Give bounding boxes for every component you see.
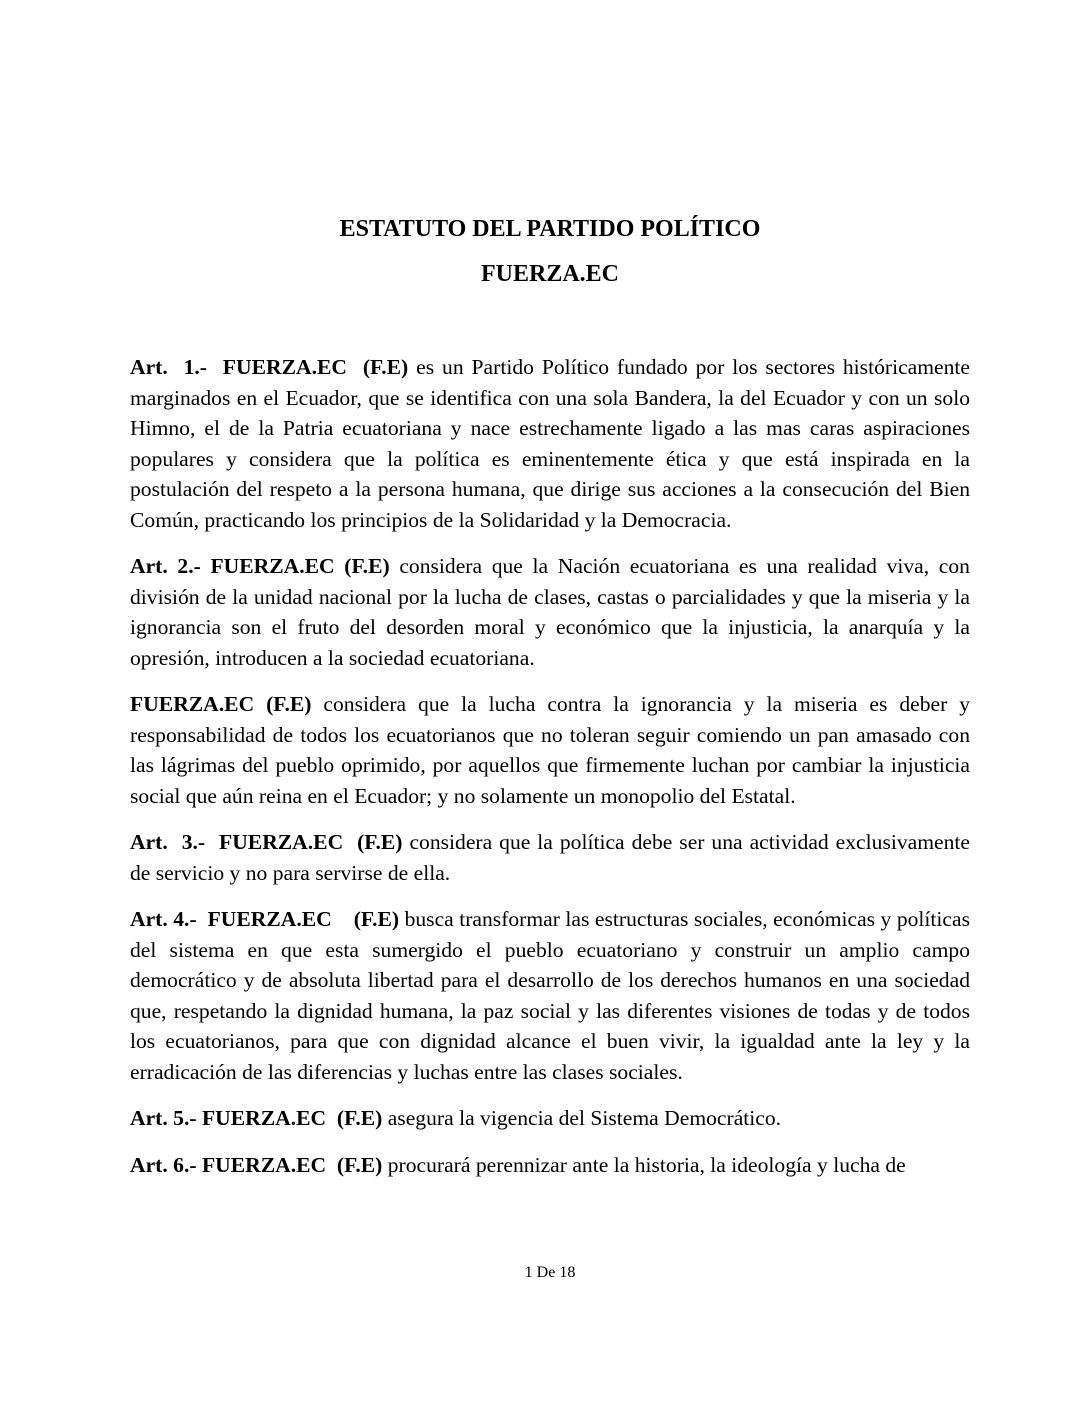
article-5 [130, 1103, 970, 1134]
article-3-lead: Art. 3.- FUERZA.EC (F.E) [130, 830, 403, 854]
article-1 [130, 352, 970, 535]
article-2 [130, 551, 970, 673]
article-2-continuation-lead: FUERZA.EC (F.E) [130, 692, 312, 716]
article-4-lead: Art. 4.- FUERZA.EC (F.E) [130, 907, 400, 931]
party-name-heading: FUERZA.EC [480, 261, 619, 287]
article-6-text: procurará perennizar ante la historia, la ideología y lucha de [382, 1152, 906, 1177]
article-6 [130, 1150, 970, 1181]
article-5-text: asegura la vigencia del Sistema Democrático. [382, 1106, 782, 1130]
article-2-lead: Art. 2.- FUERZA.EC (F.E) [130, 554, 390, 578]
article-5-lead: Art. 5.- FUERZA.EC (F.E) [130, 1106, 383, 1130]
document-title: ESTATUTO DEL PARTIDO POLÍTICO [339, 216, 761, 242]
article-2-continuation [130, 689, 970, 811]
article-3 [130, 827, 970, 888]
page-number: 1 De 18 [524, 1264, 576, 1281]
article-4-text: busca transformar las estructuras sociales, económicas y políticas del sistema en que esta sumergido el pueblo ecuatoriano y construir un amplio campo democrático y de absoluta libertad para el desarrollo de los derechos humanos en una sociedad que, respetando la dignidad humana, la paz social y las diferentes visiones de todas y de todos los ecuatorianos, para que con dignidad alcance el buen vivir, la igualdad ante la ley y la erradicación de las diferencias y luchas entre las clases sociales. [130, 907, 970, 1084]
article-6-lead: Art. 6.- FUERZA.EC (F.E) [130, 1152, 383, 1177]
article-3-text: considera que la política debe ser una actividad exclusivamente de servicio y no para servirse de ella. [130, 830, 970, 885]
document-body [130, 352, 970, 1196]
article-1-lead: Art. 1.- FUERZA.EC (F.E) [130, 355, 409, 379]
article-1-text: es un Partido Político fundado por los sectores históricamente marginados en el Ecuador, que se identifica con una sola Bandera, la del Ecuador y con un solo Himno, el de la Patria ecuatoriana y nace estrechamente ligado a las mas caras aspiraciones populares y considera que la política es eminentemente ética y que está inspirada en la postulación del respeto a la persona humana, que dirige sus acciones a la consecución del Bien Común, practicando los principios de la Solidaridad y la Democracia. [130, 355, 970, 532]
article-4 [130, 904, 970, 1087]
article-2-continuation-text: considera que la lucha contra la ignorancia y la miseria es deber y responsabilidad de todos los ecuatorianos que no toleran seguir comiendo un pan amasado con las lágrimas del pueblo oprimido, por aquellos que firmemente luchan por cambiar la injusticia social que aún reina en el Ecuador; y no solamente un monopolio del Estatal. [130, 692, 970, 808]
article-2-text: considera que la Nación ecuatoriana es una realidad viva, con división de la unidad nacional por la lucha de clases, castas o parcialidades y que la miseria y la ignorancia son el fruto del desorden moral y económico que la injusticia, la anarquía y la opresión, introducen a la sociedad ecuatoriana. [130, 554, 970, 670]
